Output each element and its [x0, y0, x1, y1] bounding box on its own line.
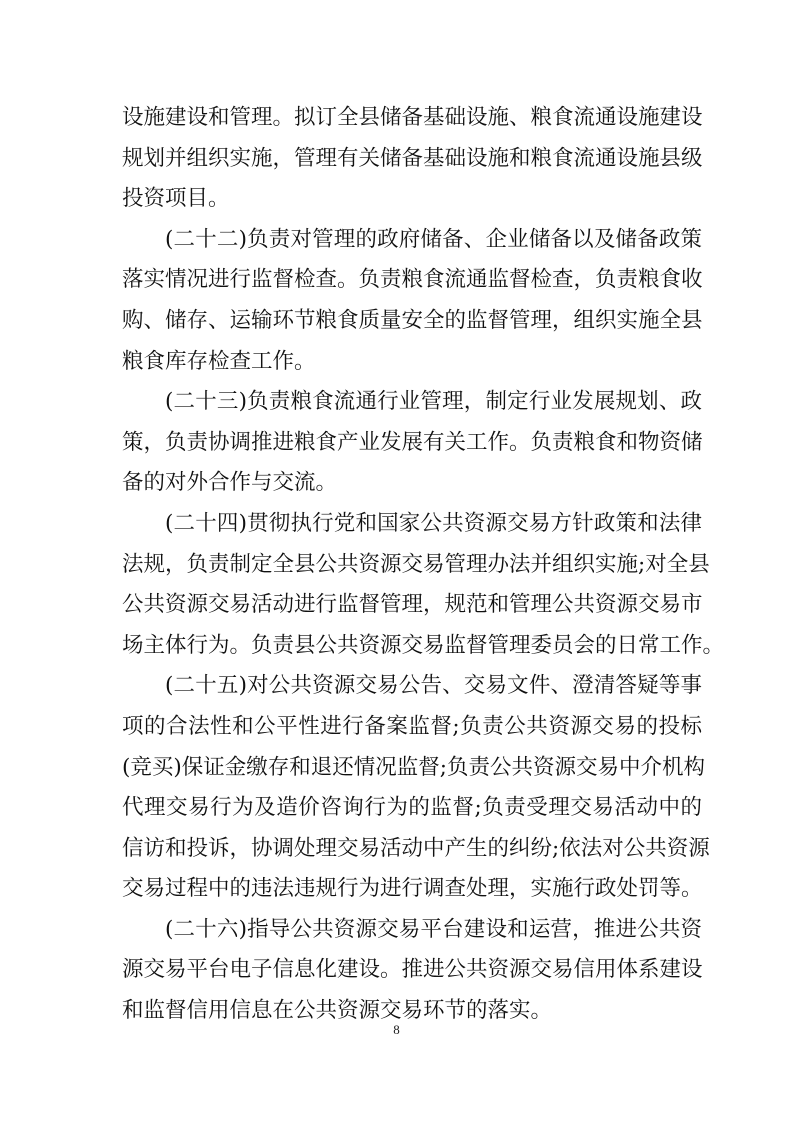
paragraph-25-start: (二十五)对公共资源交易公告、交易文件、澄清答疑等事	[165, 673, 702, 699]
text-line: 策，负责协调推进粮食产业发展有关工作。负责粮食和物资储	[122, 429, 703, 455]
text-line: 粮食库存检查工作。	[122, 348, 316, 374]
text-line: (竞买)保证金缴存和退还情况监督;负责公共资源交易中介机构	[122, 754, 706, 780]
text-line: 交易过程中的违法违规行为进行调查处理，实施行政处罚等。	[122, 876, 703, 902]
text-line: 源交易平台电子信息化建设。推进公共资源交易信用体系建设	[122, 957, 703, 983]
page-number: 8	[393, 1022, 400, 1037]
paragraph-22-start: (二十二)负责对管理的政府储备、企业储备以及储备政策	[165, 226, 702, 252]
document-body	[122, 98, 725, 1032]
text-line: 落实情况进行监督检查。负责粮食流通监督检查，负责粮食收	[122, 267, 703, 293]
text-line: 公共资源交易活动进行监督管理，规范和管理公共资源交易市	[122, 592, 703, 618]
text-line: 场主体行为。负责县公共资源交易监督管理委员会的日常工作。	[122, 632, 725, 658]
paragraph-26-start: (二十六)指导公共资源交易平台建设和运营，推进公共资	[165, 916, 702, 942]
text-line: 设施建设和管理。拟订全县储备基础设施、粮食流通设施建设	[122, 105, 703, 130]
paragraph-24-start: (二十四)贯彻执行党和国家公共资源交易方针政策和法律	[165, 510, 702, 536]
text-line: 购、储存、运输环节粮食质量安全的监督管理，组织实施全县	[122, 307, 703, 333]
text-line: 和监督信用信息在公共资源交易环节的落实。	[122, 998, 553, 1024]
text-line: 项的合法性和公平性进行备案监督;负责公共资源交易的投标	[122, 713, 702, 739]
paragraph-23-start: (二十三)负责粮食流通行业管理，制定行业发展规划、政	[165, 389, 702, 415]
text-line: 法规，负责制定全县公共资源交易管理办法并组织实施;对全县	[122, 551, 710, 577]
text-line: 规划并组织实施，管理有关储备基础设施和粮食流通设施县级	[122, 145, 703, 171]
text-line: 信访和投诉，协调处理交易活动中产生的纠纷;依法对公共资源	[122, 835, 710, 861]
text-line: 代理交易行为及造价咨询行为的监督;负责受理交易活动中的	[122, 795, 702, 821]
text-line: 备的对外合作与交流。	[122, 470, 338, 496]
text-line: 投资项目。	[122, 186, 230, 212]
